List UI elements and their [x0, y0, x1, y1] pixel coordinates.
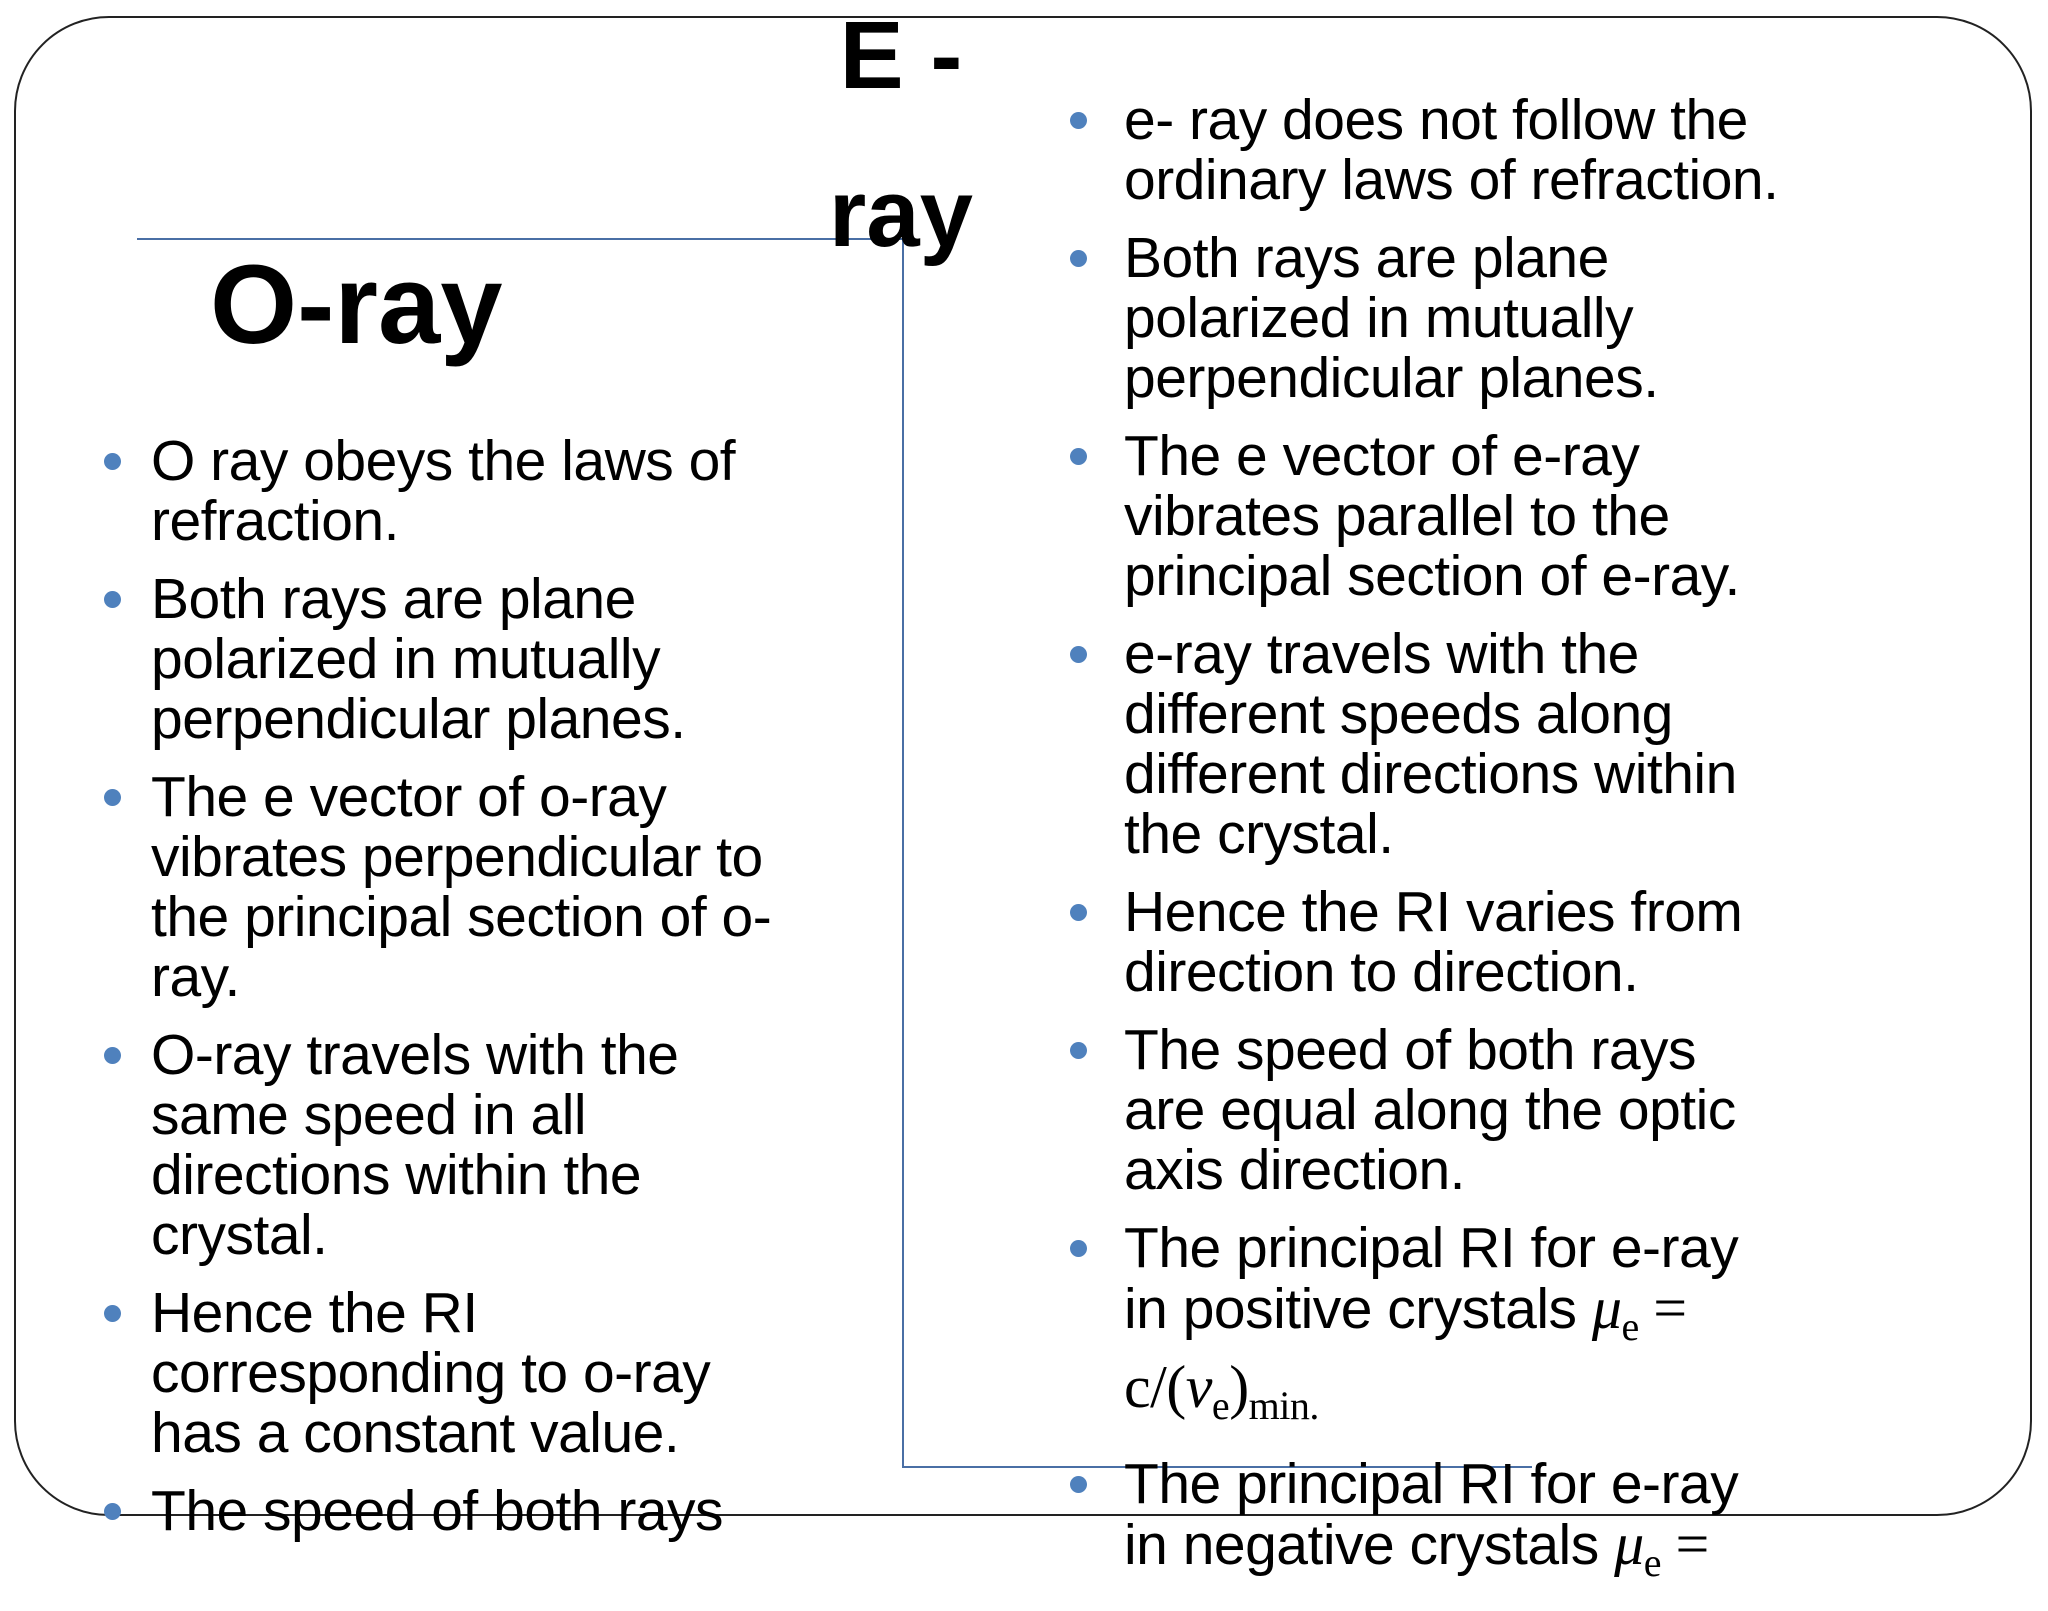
item-text-line: directions within the: [151, 1143, 642, 1207]
item-text-line: same speed in all: [151, 1083, 587, 1147]
list-item: [104, 569, 771, 749]
formula-prefix: c/(: [1124, 1354, 1186, 1420]
item-text-line: different speeds along: [1124, 682, 1673, 746]
item-text-line: refraction.: [151, 489, 399, 553]
item-text-line: polarized in mutually: [151, 627, 661, 691]
bullet-icon: [104, 591, 121, 608]
e-ray-heading-line2: ray: [828, 160, 974, 267]
bullet-icon: [104, 1503, 121, 1520]
item-text-line: different directions within: [1124, 742, 1737, 806]
item-text-line: The e vector of e-ray: [1124, 424, 1640, 488]
formula-operator: =: [1660, 1511, 1709, 1577]
item-text-line: Both rays are plane: [1124, 226, 1609, 290]
item-text-line: The principal RI for e-ray: [1124, 1452, 1739, 1516]
e-ray-heading-line1: E -: [839, 2, 963, 109]
item-text-line: e-ray travels with the: [1124, 622, 1639, 686]
item-text-line: principal section of e-ray.: [1124, 544, 1740, 608]
list-item: [1070, 228, 1778, 408]
item-text-line: axis direction.: [1124, 1138, 1465, 1202]
item-text-line: vibrates perpendicular to: [151, 825, 763, 889]
o-ray-heading: O-ray: [210, 242, 503, 367]
item-text-line: The e vector of o-ray: [151, 765, 667, 829]
list-item: [1070, 1454, 1778, 1593]
item-text-line: [1124, 1275, 1778, 1357]
item-text-line: are equal along the optic: [1124, 1078, 1736, 1142]
bullet-icon: [1070, 904, 1087, 921]
list-item: [1070, 90, 1778, 210]
divider-vertical: [902, 238, 904, 1468]
item-text-line: Both rays are plane: [151, 567, 636, 631]
list-item: [104, 1025, 771, 1265]
list-item: [104, 431, 771, 551]
formula: [1591, 1275, 1687, 1349]
item-text-line: The speed of both rays: [151, 1479, 724, 1543]
list-item: [104, 767, 771, 1007]
item-text-line: The speed of both rays: [1124, 1018, 1697, 1082]
list-item: [104, 1481, 771, 1541]
list-item: [1070, 426, 1778, 606]
formula-symbol: ν: [1185, 1354, 1212, 1420]
item-text-line: vibrates parallel to the: [1124, 484, 1670, 548]
list-item: [1070, 1218, 1778, 1436]
formula-subscript: e: [1621, 1304, 1639, 1349]
formula-subscript: e: [1643, 1540, 1661, 1585]
bullet-icon: [1070, 112, 1087, 129]
item-text-line: [1124, 1354, 1778, 1436]
item-text-line: corresponding to o-ray: [151, 1341, 711, 1405]
item-text-line: has a constant value.: [151, 1401, 680, 1465]
bullet-icon: [1070, 646, 1087, 663]
formula-symbol: μ: [1591, 1275, 1622, 1341]
bullet-icon: [1070, 448, 1087, 465]
bullet-icon: [1070, 1240, 1087, 1257]
item-text-line: e- ray does not follow the: [1124, 88, 1748, 152]
list-item: [104, 1283, 771, 1463]
item-text-line: perpendicular planes.: [1124, 346, 1659, 410]
bullet-icon: [104, 1047, 121, 1064]
e-ray-heading: [816, 0, 986, 270]
formula: [1614, 1511, 1709, 1585]
item-text-line: perpendicular planes.: [151, 687, 686, 751]
formula: [1124, 1354, 1319, 1428]
list-item: [1070, 624, 1778, 864]
item-text: in positive crystals: [1124, 1277, 1592, 1341]
item-text-line: crystal.: [151, 1203, 328, 1267]
item-text-line: O ray obeys the laws of: [151, 429, 736, 493]
item-text-line: Hence the RI: [151, 1281, 478, 1345]
bullet-icon: [1070, 1042, 1087, 1059]
item-text-line: the principal section of o-: [151, 885, 772, 949]
formula-subscript-min: min.: [1248, 1383, 1319, 1428]
item-text-line: ordinary laws of refraction.: [1124, 148, 1779, 212]
o-ray-list: [104, 431, 771, 1559]
item-text-line: ray.: [151, 945, 240, 1009]
item-text-line: direction to direction.: [1124, 940, 1639, 1004]
bullet-icon: [1070, 250, 1087, 267]
item-text-line: [1124, 1511, 1778, 1593]
list-item: [1070, 882, 1778, 1002]
list-item: [1070, 1020, 1778, 1200]
item-text-line: The principal RI for e-ray: [1124, 1216, 1739, 1280]
formula-subscript: e: [1211, 1383, 1230, 1428]
bullet-icon: [1070, 1476, 1087, 1493]
item-text-line: the crystal.: [1124, 802, 1394, 866]
bullet-icon: [104, 1305, 121, 1322]
item-text-line: Hence the RI varies from: [1124, 880, 1743, 944]
bullet-icon: [104, 789, 121, 806]
item-text: in negative crystals: [1124, 1513, 1615, 1577]
formula-operator: =: [1638, 1275, 1687, 1341]
formula-symbol: μ: [1614, 1511, 1644, 1577]
formula-suffix: ): [1229, 1354, 1249, 1420]
e-ray-list: [1070, 90, 1778, 1611]
bullet-icon: [104, 453, 121, 470]
item-text-line: O-ray travels with the: [151, 1023, 679, 1087]
item-text-line: polarized in mutually: [1124, 286, 1634, 350]
